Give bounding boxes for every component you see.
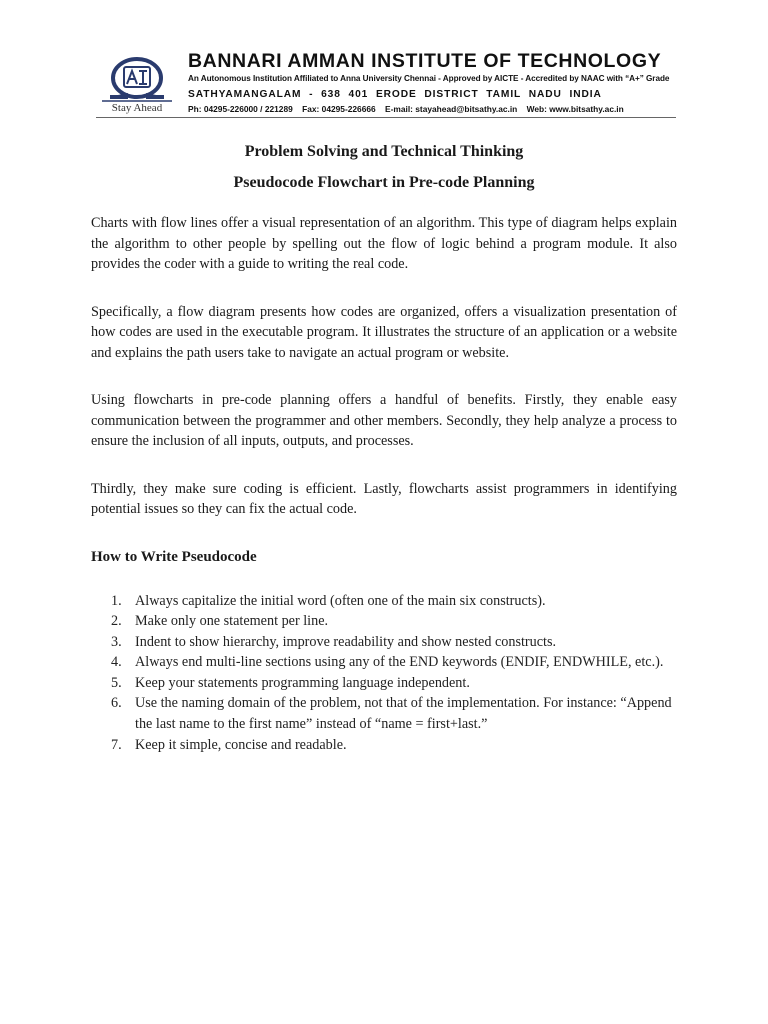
list-item-text: Make only one statement per line.	[135, 613, 329, 630]
list-item-text: Keep it simple, concise and readable.	[135, 736, 347, 753]
list-item-number: 5.	[111, 674, 122, 691]
institution-affiliation: An Autonomous Institution Affiliated to Anna University Chennai - Approved by AICTE - Accredited by NAAC with “A+” Grade	[188, 74, 670, 83]
paragraph-2: Specifically, a flow diagram presents how codes are organized, offers a visualization presentation of how codes are used in the executable program. It illustrates the structure of an application or a website and explains the path users take to navigate an actual program or website.	[91, 303, 677, 361]
document-subtitle: Pseudocode Flowchart in Pre-code Planning	[233, 174, 535, 191]
list-item-text: Always end multi-line sections using any of the END keywords (ENDIF, ENDWHILE, etc.).	[135, 654, 664, 671]
list-item	[91, 611, 677, 632]
paragraph-4: Thirdly, they make sure coding is efficient. Lastly, flowcharts assist programmers in identifying potential issues so they can fix the actual code.	[91, 480, 677, 517]
list-item	[91, 632, 677, 653]
letterhead	[96, 50, 676, 122]
institution-info	[188, 50, 670, 115]
institution-address: SATHYAMANGALAM - 638 401 ERODE DISTRICT TAMIL NADU INDIA	[188, 89, 602, 100]
institution-contact	[188, 103, 662, 115]
fax-text: Fax: 04295-226666	[302, 104, 376, 114]
list-item	[91, 735, 677, 756]
document-body	[91, 142, 677, 755]
list-item-text: Keep your statements programming language independent.	[135, 674, 470, 691]
document-title: Problem Solving and Technical Thinking	[244, 143, 524, 160]
pseudocode-steps-list	[91, 591, 677, 756]
institute-emblem-icon	[96, 54, 178, 116]
phone-text: Ph: 04295-226000 / 221289	[188, 104, 293, 114]
list-item	[91, 693, 677, 734]
paragraph-1: Charts with flow lines offer a visual representation of an algorithm. This type of diagram helps explain the algorithm to other people by spelling out the flow of logic behind a program module. It also provides the coder with a guide to writing the real code.	[91, 215, 677, 272]
paragraph-3: Using flowcharts in pre-code planning offers a handful of benefits. Firstly, they enable easy communication between the programmer and other members. Secondly, they help analyze a process to ensure the inclusion of all inputs, outputs, and processes.	[91, 392, 677, 449]
list-item-text: Indent to show hierarchy, improve readability and show nested constructs.	[135, 633, 557, 650]
website-link[interactable]: Web: www.bitsathy.ac.in	[526, 104, 624, 114]
institution-name: BANNARI AMMAN INSTITUTE OF TECHNOLOGY	[188, 50, 662, 72]
list-item-text: Use the naming domain of the problem, not that of the implementation. For instance: “Append the last name to the first name” instead of “name = first+last.”	[135, 695, 672, 733]
list-item-number: 4.	[111, 654, 122, 671]
list-item	[91, 673, 677, 694]
list-item-number: 7.	[111, 736, 122, 753]
list-item-number: 6.	[111, 695, 122, 712]
list-item-number: 1.	[111, 592, 122, 609]
header-divider	[96, 117, 676, 118]
list-item-number: 3.	[111, 633, 122, 650]
email-link[interactable]: E-mail: stayahead@bitsathy.ac.in	[385, 104, 518, 114]
list-item	[91, 652, 677, 673]
list-item-text: Always capitalize the initial word (often one of the main six constructs).	[135, 592, 546, 609]
list-item	[91, 591, 677, 612]
list-item-number: 2.	[111, 613, 122, 630]
section-heading: How to Write Pseudocode	[91, 548, 257, 565]
logo-tagline: Stay Ahead	[111, 102, 163, 114]
